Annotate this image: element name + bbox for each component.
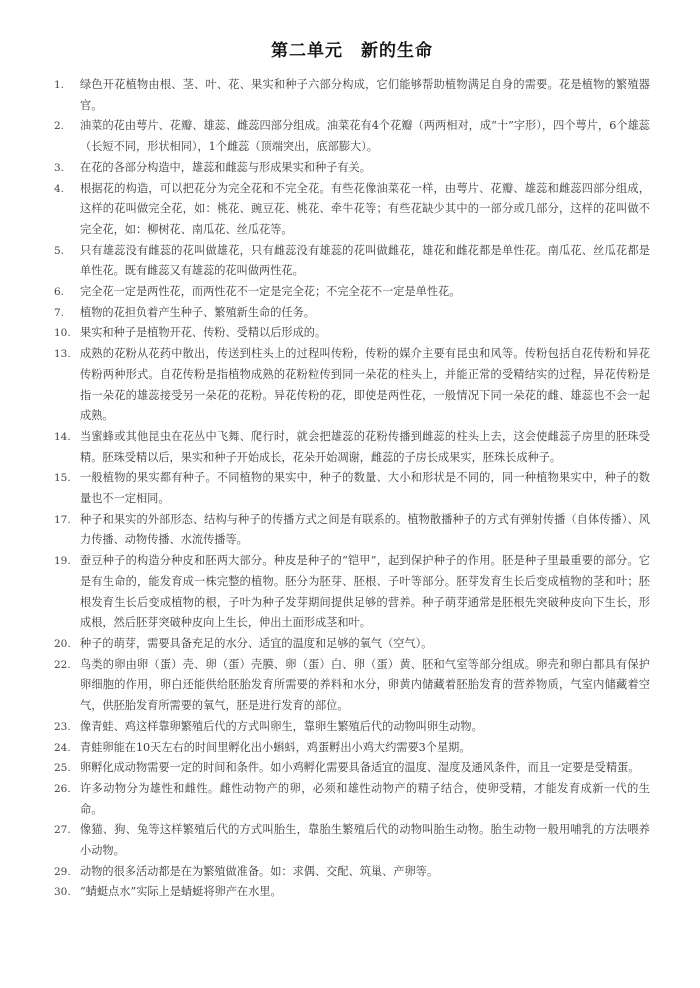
- list-item: [54, 717, 650, 738]
- item-text: 当蜜蜂或其他昆虫在花丛中飞舞、爬行时，就会把雄蕊的花粉传播到雌蕊的柱头上去，这会使雌蕊子房里的胚珠受精。胚珠受精以后，果实和种子开始成长，花朵开始凋谢，雌蕊的子房长成果实，胚珠长成种子。: [80, 429, 650, 464]
- item-text: 像猫、狗、兔等这样繁殖后代的方式叫胎生，靠胎生繁殖后代的动物叫胎生动物。胎生动物一般用哺乳的方法喂养小动物。: [80, 823, 650, 858]
- item-text: 许多动物分为雄性和雌性。雌性动物产的卵，必须和雄性动物产的精子结合，使卵受精，才能发育成新一代的生命。: [80, 781, 650, 816]
- list-item: [54, 551, 650, 634]
- list-item: [54, 882, 650, 903]
- list-item: [54, 820, 650, 861]
- item-number: 15.: [54, 472, 71, 485]
- list-item: [54, 427, 650, 468]
- item-text: 蚕豆种子的构造分种皮和胚两大部分。种皮是种子的“铠甲”，起到保护种子的作用。胚是种子里最重要的部分。它是有生命的，能发育成一株完整的植物。胚分为胚芽、胚根、子叶等部分。胚芽发育生长后变成植物的茎和叶；胚根发育生长后变成植物的根，子叶为种子发芽期间提供足够的营养。种子萌芽通常是胚根先突破种皮向下生长，形成根，然后胚芽突破种皮向上生长，伸出土面形成茎和叶。: [80, 554, 650, 630]
- item-text: 像青蛙、鸡这样靠卵繁殖后代的方式叫卵生，靠卵生繁殖后代的动物叫卵生动物。: [80, 719, 483, 733]
- item-text: 一般植物的果实都有种子。不同植物的果实中，种子的数量、大小和形状是不同的，同一种植物果实中，种子的数量也不一定相同。: [80, 471, 650, 506]
- item-text: 青蛙卵能在10天左右的时间里孵化出小蝌蚪，鸡蛋孵出小鸡大约需要3个星期。: [80, 740, 471, 754]
- list-item: [54, 862, 650, 883]
- item-number: 14.: [54, 430, 71, 443]
- item-text: 完全花一定是两性花，而两性花不一定是完全花；不完全花不一定是单性花。: [80, 285, 461, 299]
- list-item: [54, 282, 650, 303]
- item-text: 在花的各部分构造中，雄蕊和雌蕊与形成果实和种子有关。: [80, 160, 371, 174]
- list-item: [54, 344, 650, 427]
- item-number: 17.: [54, 513, 71, 526]
- list-item: [54, 241, 650, 282]
- item-number: 26.: [54, 782, 71, 795]
- item-number: 13.: [54, 348, 71, 361]
- item-number: 6.: [54, 286, 65, 299]
- item-number: 25.: [54, 762, 71, 775]
- knowledge-list: [54, 75, 650, 903]
- item-text: 绿色开花植物由根、茎、叶、花、果实和种子六部分构成，它们能够帮助植物满足自身的需要。花是植物的繁殖器官。: [80, 78, 650, 112]
- item-number: 2.: [54, 120, 65, 133]
- list-item: [54, 779, 650, 820]
- item-text: 卵孵化成动物需要一定的时间和条件。如小鸡孵化需要具备适宜的温度、湿度及通风条件，而且一定要是受精蛋。: [80, 761, 640, 775]
- list-item: [54, 634, 650, 655]
- item-text: 动物的很多活动都是在为繁殖做准备。如：求偶、交配、筑巢、产卵等。: [80, 864, 439, 878]
- item-text: 成熟的花粉从花药中散出，传送到柱头上的过程叫传粉，传粉的媒介主要有昆虫和风等。传粉包括自花传粉和异花传粉两种形式。自花传粉是指植物成熟的花粉粒传到同一朵花的柱头上，并能正常的受精结实的过程，异花传粉是指一朵花的雄蕊接受另一朵花的花粉。异花传粉的花，即使是两性花，一般情况下同一朵花的雌、雄蕊也不会一起成熟。: [80, 347, 650, 423]
- item-number: 22.: [54, 658, 71, 671]
- list-item: [54, 655, 650, 717]
- list-item: [54, 468, 650, 509]
- item-text: 果实和种子是植物开花、传粉、受精以后形成的。: [80, 326, 327, 340]
- item-number: 5.: [54, 244, 65, 257]
- list-item: [54, 738, 650, 759]
- item-number: 7.: [54, 306, 65, 319]
- list-item: [54, 303, 650, 324]
- list-item: [54, 116, 650, 157]
- item-text: 油菜的花由萼片、花瓣、雄蕊、雌蕊四部分组成。油菜花有4个花瓣（两两相对，成“十”字形），四个萼片，6个雄蕊（长短不同，形状相同），1个雌蕊（顶端突出，底部膨大）。: [80, 119, 650, 154]
- list-item: [54, 758, 650, 779]
- list-item: [54, 75, 650, 116]
- list-item: [54, 158, 650, 179]
- item-number: 3.: [54, 161, 65, 174]
- list-item: [54, 323, 650, 344]
- list-item: [54, 179, 650, 241]
- item-number: 1.: [54, 79, 65, 91]
- item-text: 种子的萌芽，需要具备充足的水分、适宜的温度和足够的氧气（空气）。: [80, 636, 433, 650]
- list-item: [54, 510, 650, 551]
- item-number: 27.: [54, 824, 71, 837]
- item-text: 只有雄蕊没有雌蕊的花叫做雄花，只有雌蕊没有雄蕊的花叫做雌花，雄花和雌花都是单性花。南瓜花、丝瓜花都是单性花。既有雌蕊又有雄蕊的花叫做两性花。: [80, 243, 650, 278]
- document-title: 第二单元 新的生命: [271, 41, 433, 61]
- item-number: 29.: [54, 865, 71, 878]
- item-text: 根据花的构造，可以把花分为完全花和不完全花。有些花像油菜花一样，由萼片、花瓣、雄蕊和雌蕊四部分组成，这样的花叫做完全花，如：桃花、豌豆花、桃花、牵牛花等；有些花缺少其中的一部分或几部分，这样的花叫做不完全花，如：柳树花、南瓜花、丝瓜花等。: [80, 181, 650, 236]
- item-text: 种子和果实的外部形态、结构与种子的传播方式之间是有联系的。植物散播种子的方式有弹射传播（自体传播）、风力传播、动物传播、水流传播等。: [80, 512, 650, 547]
- item-number: 19.: [54, 555, 71, 568]
- item-number: 10.: [54, 327, 71, 340]
- item-number: 24.: [54, 741, 71, 754]
- item-number: 23.: [54, 720, 71, 733]
- item-text: 鸟类的卵由卵（蛋）壳、卵（蛋）壳膜、卵（蛋）白、卵（蛋）黄、胚和气室等部分组成。卵壳和卵白都具有保护卵细胞的作用，卵白还能供给胚胎发育所需要的养料和水分，卵黄内储藏着胚胎发育的营养物质，气室内储藏着空气，供胚胎发育所需要的氧气，胚是进行发育的部位。: [80, 657, 650, 713]
- item-number: 30.: [54, 886, 71, 899]
- item-number: 20.: [54, 637, 71, 650]
- item-text: 植物的花担负着产生种子、繁殖新生命的任务。: [80, 305, 315, 319]
- item-number: 4.: [54, 182, 65, 195]
- item-text: “蜻蜓点水”实际上是蜻蜓将卵产在水里。: [80, 885, 282, 899]
